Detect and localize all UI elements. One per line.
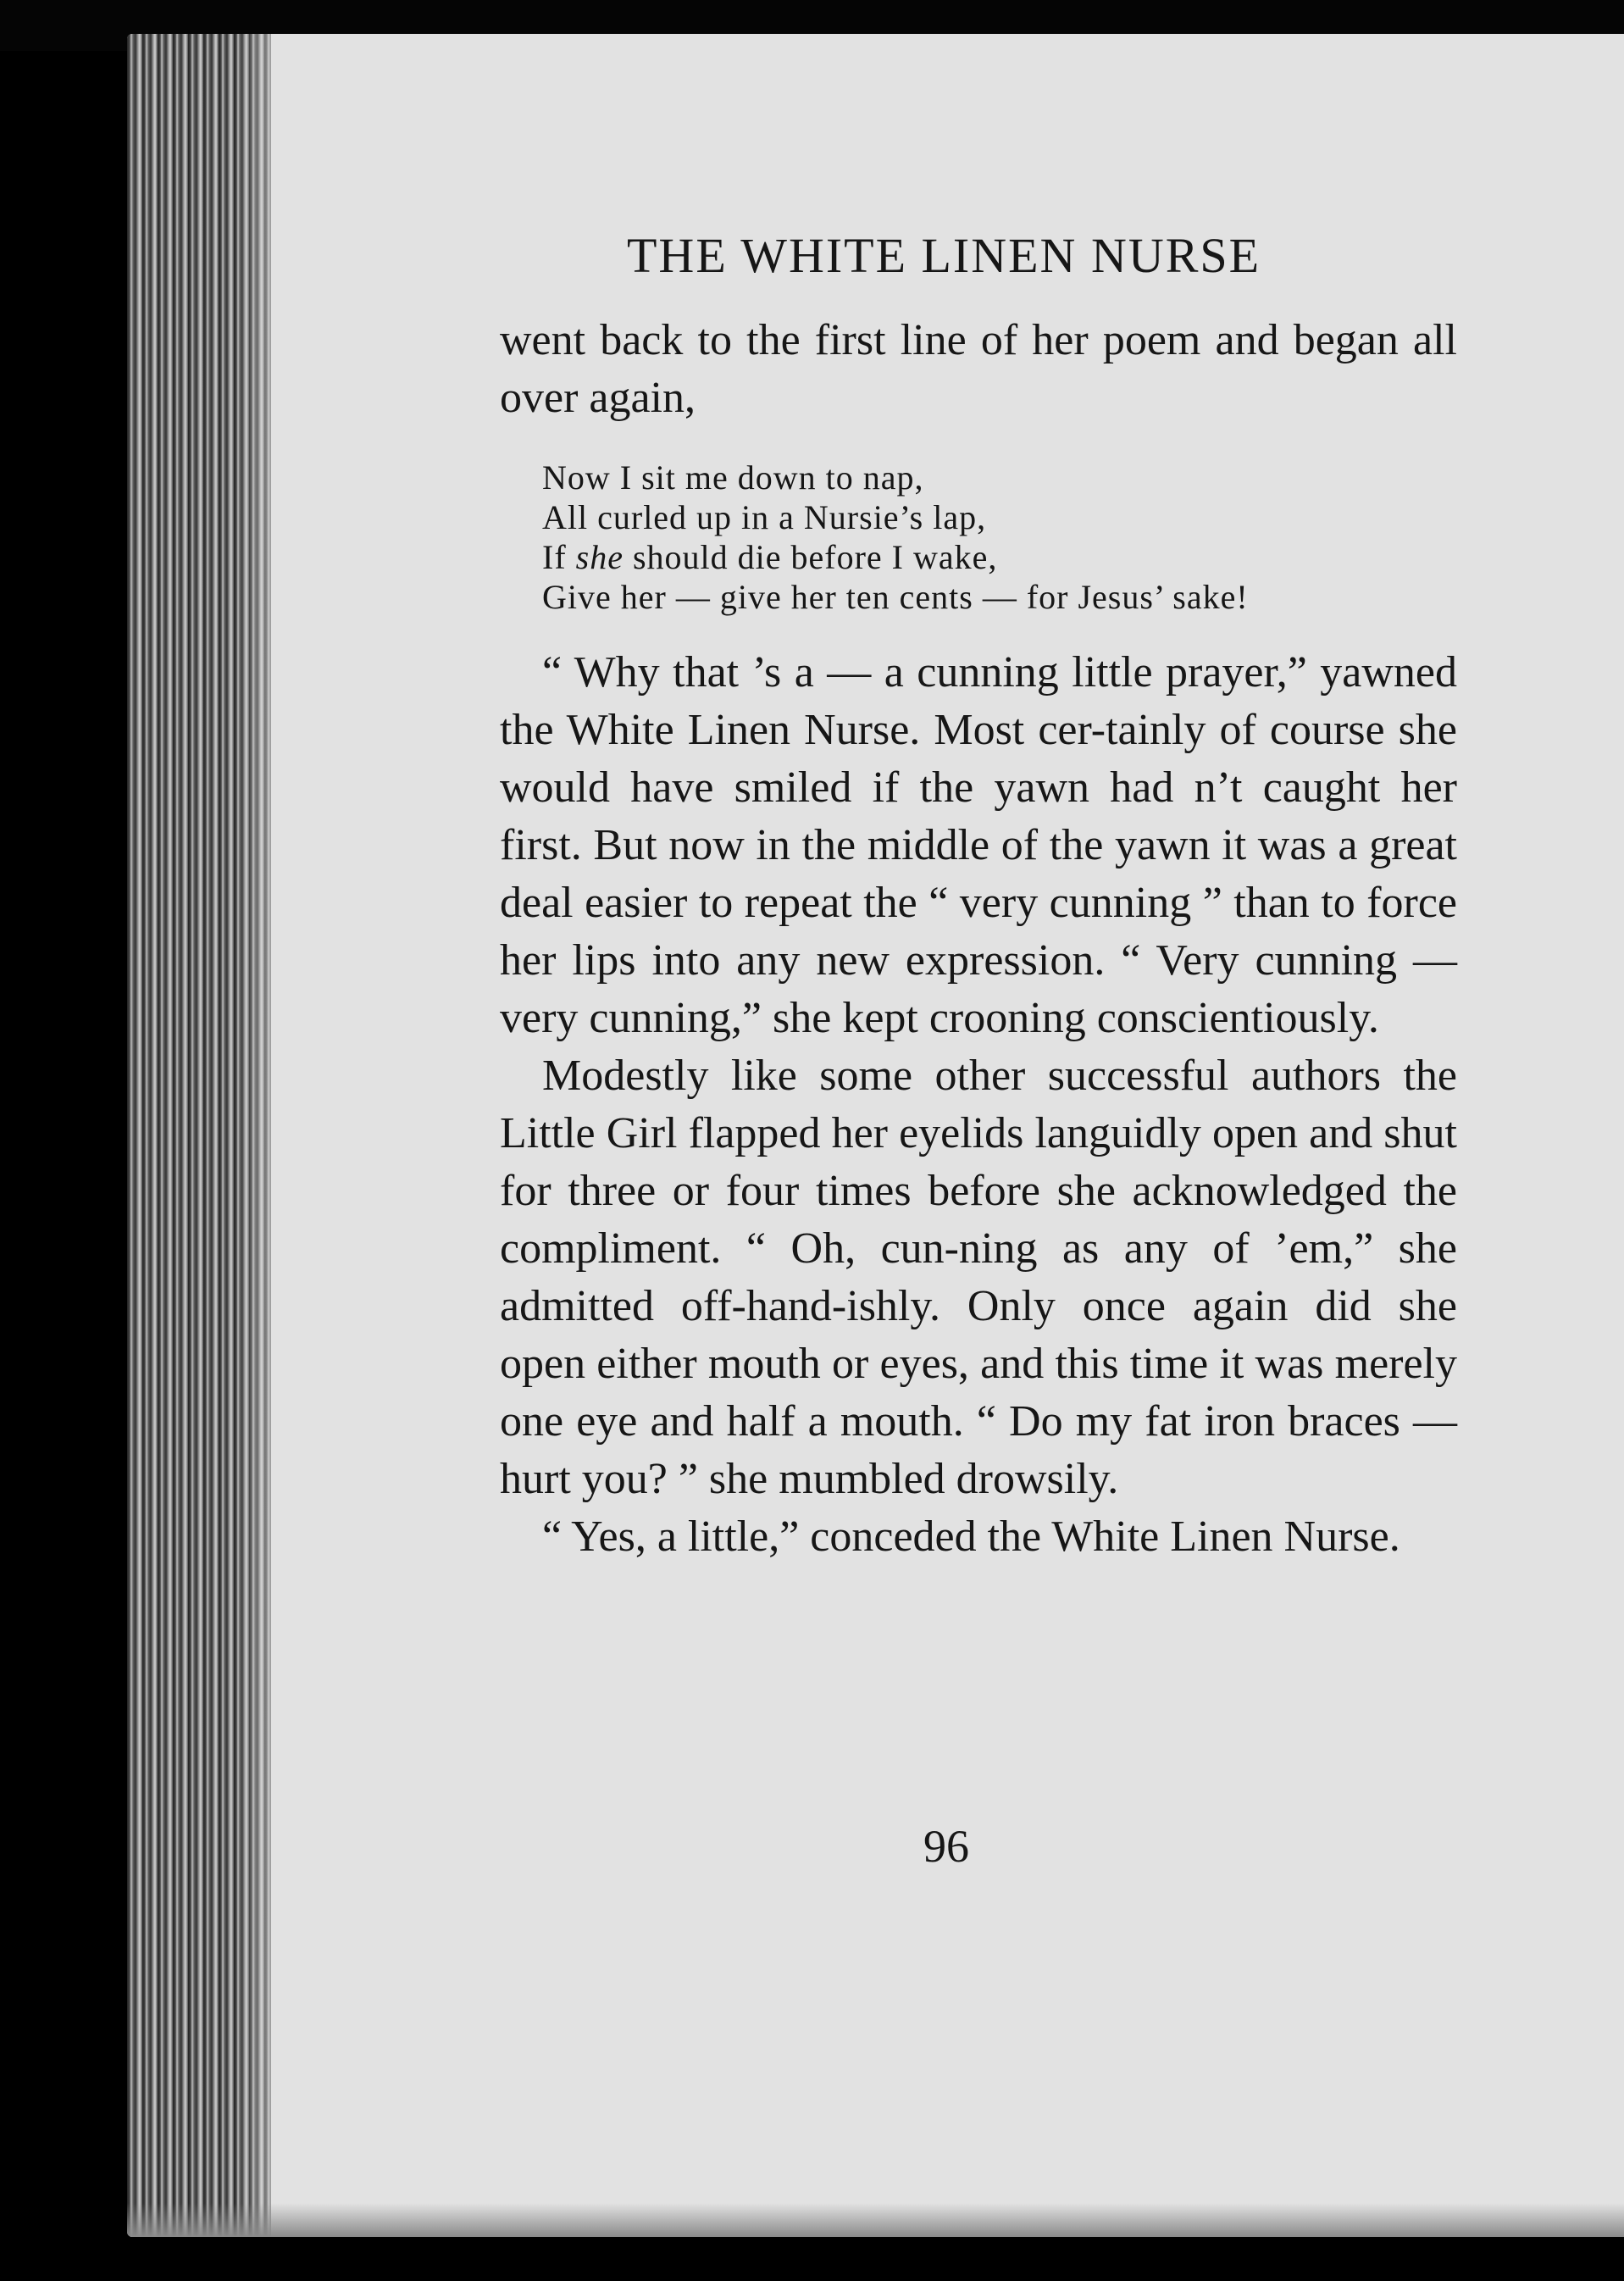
page-bottom-shadow xyxy=(127,2203,1624,2237)
poem-line: All curled up in a Nursie’s lap, xyxy=(542,498,987,536)
body-text xyxy=(500,312,1457,1566)
poem-line: Now I sit me down to nap, xyxy=(542,458,924,497)
paragraph: Modestly like some other successful authors the Little Girl flapped her eyelids languidly open and shut for three or four times before she acknowledged the compliment. “ Oh, cun-ning as any of ’em,” she admitted off-hand-ishly. Only once again did she open either mouth or eyes, and this time it was merely one eye and half a mouth. “ Do my fat iron braces — hurt you? ” she mumbled drowsily. xyxy=(500,1052,1457,1503)
paragraph: “ Yes, a little,” conceded the White Linen Nurse. xyxy=(542,1512,1400,1561)
paragraph: “ Why that ’s a — a cunning little prayer,” yawned the White Linen Nurse. Most cer-tainly of course she would have smiled if the yawn had n’t caught her first. But now in the middle of the yawn it was a great deal easier to repeat the “ very cunning ” than to force her lips into any new expression. “ Very cunning — very cunning,” she kept crooning conscientiously. xyxy=(500,648,1457,1042)
page-number: 96 xyxy=(923,1821,969,1872)
poem-emphasis: she xyxy=(575,538,624,576)
poem xyxy=(542,458,1457,617)
page-edge-fade xyxy=(237,34,305,2237)
poem-line: Give her — give her ten cents — for Jesus’ sake! xyxy=(542,578,1249,616)
poem-line: If she should die before I wake, xyxy=(542,538,998,576)
running-head: THE WHITE LINEN NURSE xyxy=(627,228,1261,283)
paragraph: went back to the first line of her poem and began all over again, xyxy=(500,316,1457,422)
